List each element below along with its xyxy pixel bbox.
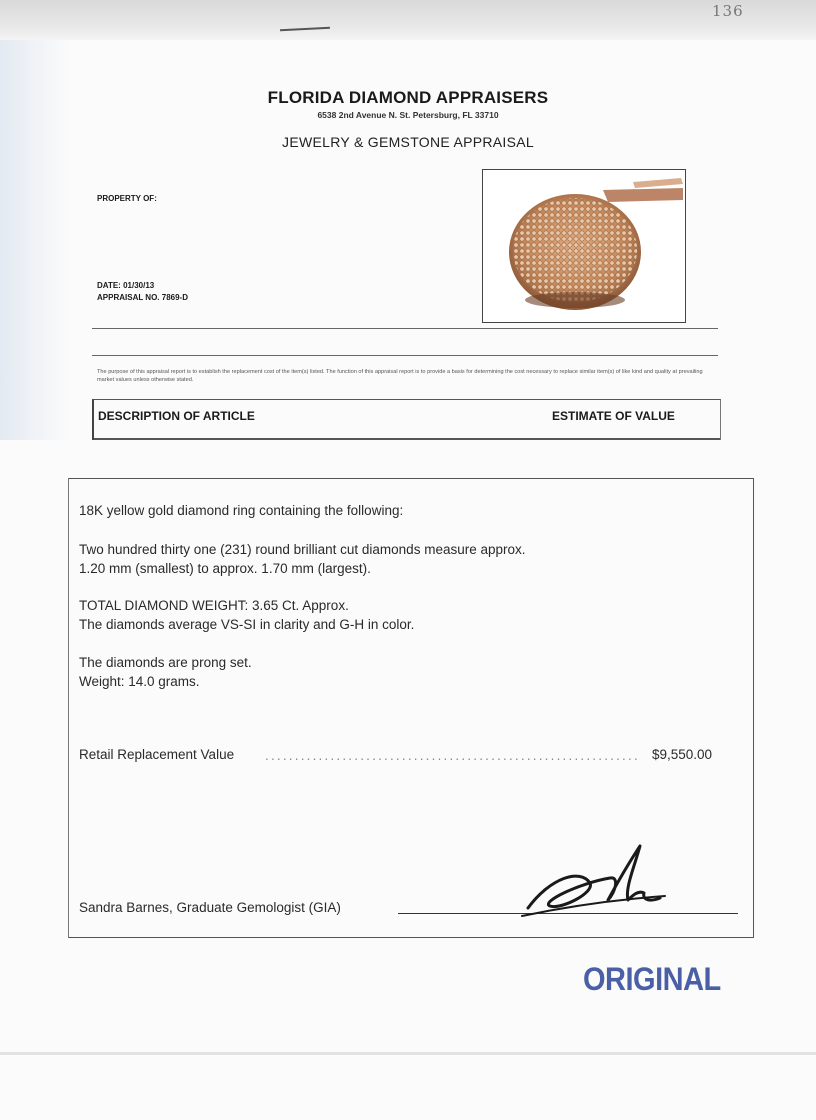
signature-icon — [520, 838, 670, 928]
ring-photo-icon — [483, 170, 685, 322]
description-header: DESCRIPTION OF ARTICLE — [98, 409, 255, 423]
description-line: Two hundred thirty one (231) round brilliant cut diamonds measure approx. — [79, 542, 526, 557]
value-label: Retail Replacement Value — [79, 747, 235, 762]
original-stamp: ORIGINAL — [583, 962, 721, 998]
signer-name: Sandra Barnes, Graduate Gemologist (GIA) — [79, 900, 341, 915]
page-number: 136 — [712, 2, 744, 20]
appraisal-date: DATE: 01/30/13 — [97, 281, 155, 290]
description-line: 18K yellow gold diamond ring containing the following: — [79, 503, 404, 518]
property-of-label: PROPERTY OF: — [97, 194, 157, 203]
document-title: JEWELRY & GEMSTONE APPRAISAL — [282, 134, 534, 150]
divider-line — [92, 355, 718, 356]
company-address: 6538 2nd Avenue N. St. Petersburg, FL 33710 — [317, 110, 499, 120]
description-line: 1.20 mm (smallest) to approx. 1.70 mm (largest). — [79, 561, 371, 576]
description-line: The diamonds average VS-SI in clarity and G-H in color. — [79, 617, 415, 632]
divider-line — [92, 328, 718, 329]
purpose-statement: The purpose of this appraisal report is to establish the replacement cost of the item(s) listed. The function of this appraisal report is to provide a basis for determining the cost necessary to replace similar item(s) of like kind and quality at prevailing market values unless otherwise stated. — [97, 369, 703, 383]
ring-photo — [482, 169, 686, 323]
description-line: Weight: 14.0 grams. — [79, 674, 200, 689]
company-name: FLORIDA DIAMOND APPRAISERS — [267, 88, 549, 107]
scan-edge-bottom — [0, 1052, 816, 1055]
total-weight-line: TOTAL DIAMOND WEIGHT: 3.65 Ct. Approx. — [79, 598, 349, 613]
replacement-value: $9,550.00 — [652, 747, 713, 762]
appraisal-number: APPRAISAL NO. 7869-D — [97, 293, 188, 302]
description-line: The diamonds are prong set. — [79, 655, 252, 670]
scan-edge-top — [0, 0, 816, 40]
estimate-header: ESTIMATE OF VALUE — [552, 409, 675, 423]
dot-leaders: ............................................................... — [265, 748, 640, 763]
